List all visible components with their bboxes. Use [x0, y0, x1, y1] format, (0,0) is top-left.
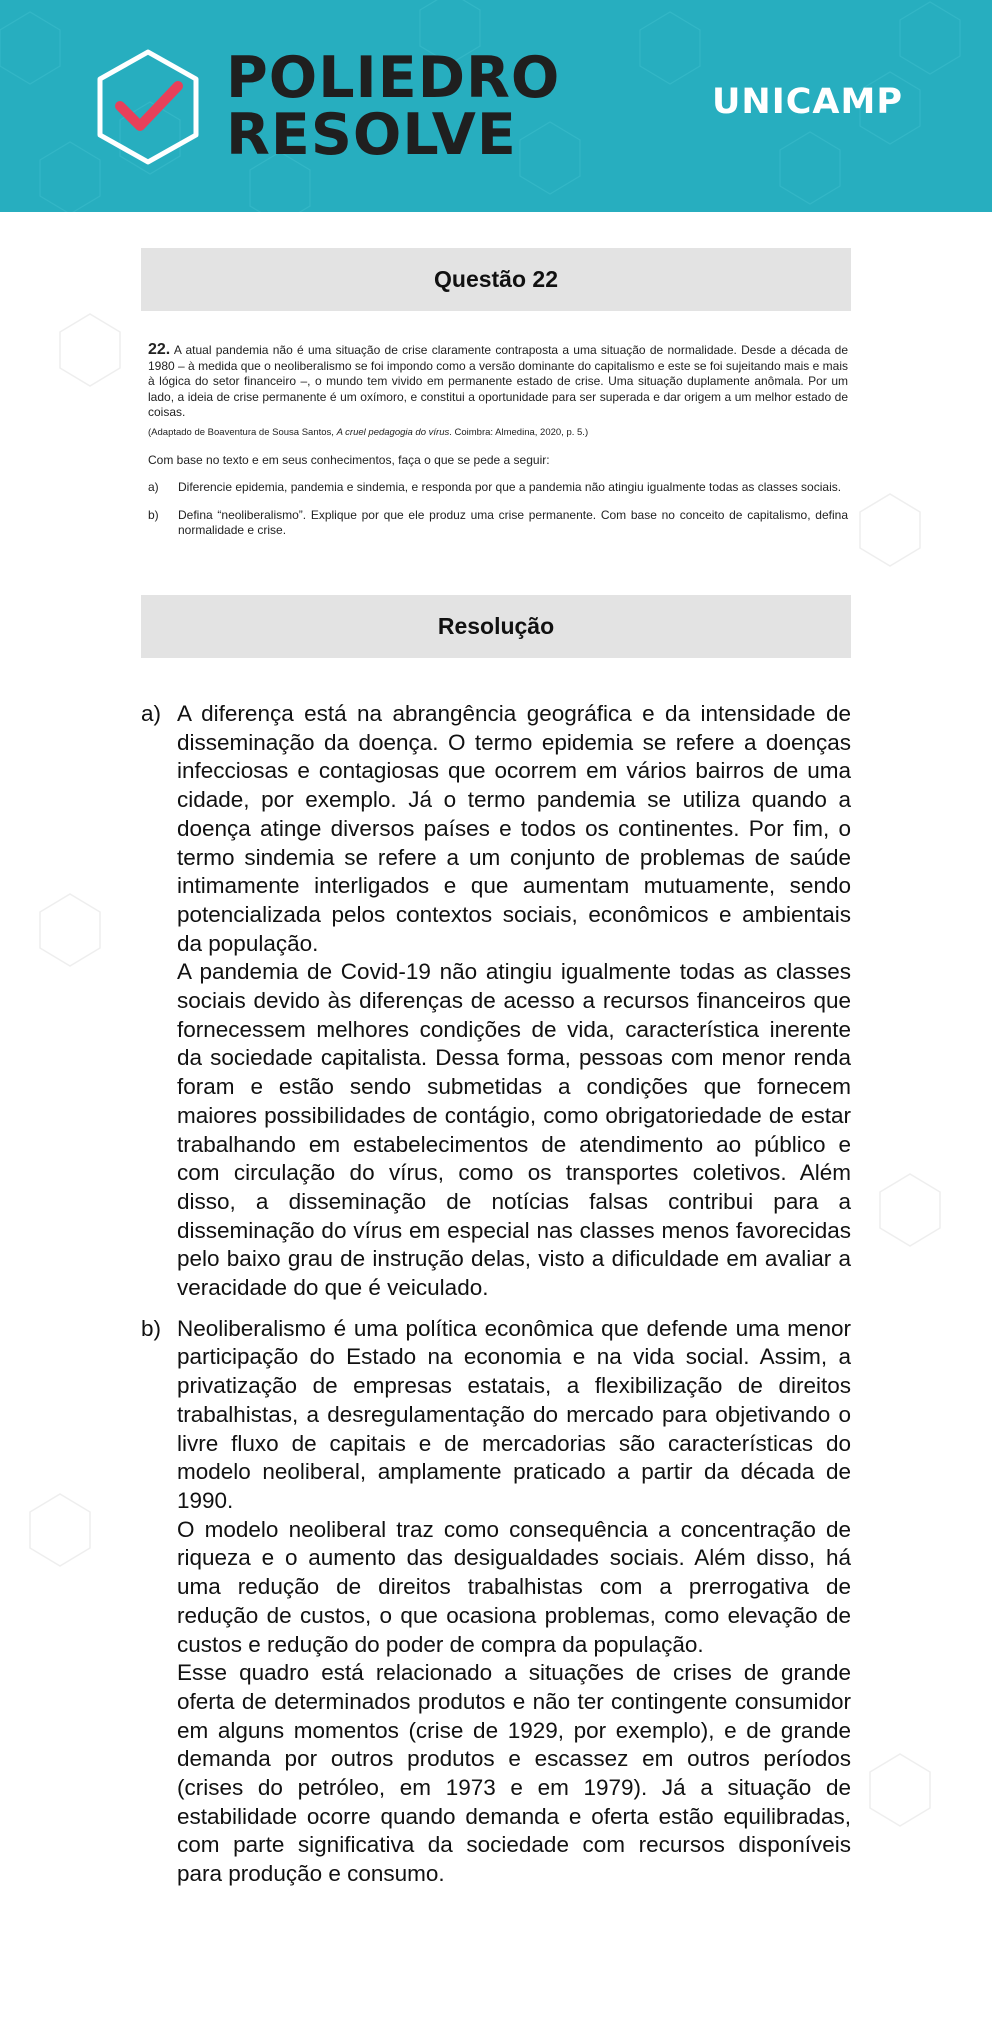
- answer-paragraph: A pandemia de Covid-19 não atingiu igualmente todas as classes sociais devido às diferenças de acesso a recursos financeiros que fornecessem melhores condições de vida, característica inerente da sociedade capitalista. Dessa forma, pessoas com menor renda foram e estão sendo submetidas a condições que fornecem maiores possibilidades de contágio, como obrigatoriedade de estar trabalhando em estabelecimentos de atendimento ao público e com circulação do vírus, como os transportes coletivos. Além disso, a disseminação de notícias falsas contribui para a disseminação do vírus em especial nas classes menos favorecidas pelo baixo grau de instrução delas, visto a dificuldade em avaliar a veracidade do que é veiculado.: [177, 959, 851, 1301]
- source-title: A cruel pedagogia do vírus: [336, 426, 450, 438]
- item-label: b): [148, 507, 159, 522]
- answer-paragraph: O modelo neoliberal traz como consequência a concentração de riqueza e o aumento das desigualdades sociais. Além disso, há uma redução de direitos trabalhistas com a prerrogativa de redução de custos, o que ocasiona problemas, como elevação de custos e redução do poder de compra da população.: [177, 1516, 851, 1657]
- answer-body: [177, 1315, 851, 1889]
- answer-b: [141, 1315, 851, 1889]
- question-text: A atual pandemia não é uma situação de crise claramente contraposta a uma situação de normalidade. Desde a década de 1980 – à medida que o neoliberalismo se foi impondo como a versão dominante do capitalismo e este se foi sujeitando mais e mais à lógica do setor financeiro –, o mundo tem vivido em permanente estado de crise. Uma situação duplamente anômala. Por um lado, a ideia de crise permanente é um oxímoro, e constitui a oportunidade para ser superada e dar origem a um melhor estado de coisas.: [148, 343, 848, 420]
- brand-title: [226, 45, 561, 168]
- question-prompt: Com base no texto e em seus conhecimentos, faça o que se pede a seguir:: [148, 452, 550, 467]
- question-item-a: [148, 480, 848, 496]
- brand-line-1: POLIEDRO: [226, 45, 561, 111]
- item-label: a): [148, 480, 159, 495]
- source-suffix: . Coimbra: Almedina, 2020, p. 5.): [449, 426, 589, 438]
- question-title-bar: Questão 22: [141, 248, 851, 311]
- exam-name: UNICAMP: [712, 82, 903, 122]
- answer-paragraph: Esse quadro está relacionado a situações de crises de grande oferta de determinados produtos e não ter contingente consumidor em alguns momentos (crise de 1929, por exemplo), e de grande demanda por outros produtos e escassez em outros períodos (crises do petróleo, em 1973 e em 1979). Já a situação de estabilidade ocorre quando demanda e oferta estão equilibradas, com parte significativa da sociedade com recursos disponíveis para produção e consumo.: [177, 1660, 851, 1887]
- poliedro-logo-icon: [92, 48, 204, 166]
- answer-paragraph: Neoliberalismo é uma política econômica que defende uma menor participação do Estado na economia e na vida social. Assim, a privatização de empresas estatais, a flexibilização de direitos trabalhistas, a desregulamentação do mercado para objetivando o livre fluxo de capitais e de mercadorias são características do modelo neoliberal, amplamente praticado a partir da década de 1990.: [177, 1315, 851, 1513]
- answer-label: b): [141, 1315, 162, 1341]
- item-text: Defina “neoliberalismo”. Explique por que ele produz uma crise permanente. Com base no conceito de capitalismo, defina normalidade e crise.: [178, 507, 848, 538]
- question-statement: [148, 342, 848, 421]
- brand-line-2: RESOLVE: [226, 102, 517, 168]
- source-prefix: (Adaptado de Boaventura de Sousa Santos,: [148, 426, 334, 438]
- question-item-b: [148, 508, 848, 539]
- answers-block: [141, 700, 851, 1901]
- resolution-title-bar: Resolução: [141, 595, 851, 658]
- question-source: [148, 425, 848, 441]
- item-text: Diferencie epidemia, pandemia e sindemia, e responda por que a pandemia não atingiu igualmente todas as classes sociais.: [178, 480, 842, 495]
- header-banner: [0, 0, 992, 212]
- answer-label: a): [141, 701, 162, 726]
- answer-body: [177, 700, 851, 1303]
- question-number: 22.: [148, 341, 171, 358]
- question-block: [148, 342, 848, 539]
- answer-paragraph: A diferença está na abrangência geográfica e da intensidade de disseminação da doença. O termo epidemia se refere a doenças infecciosas e contagiosas que ocorrem em vários bairros de uma cidade, por exemplo. Já o termo pandemia se utiliza quando a doença atinge diversos países e todos os continentes. Por fim, o termo sindemia se refere a um conjunto de problemas de saúde intimamente interligados e que aumentam mutuamente, sendo potencializada pelos contextos sociais, econômicos e ambientais da população.: [177, 701, 851, 956]
- answer-a: [141, 700, 851, 1303]
